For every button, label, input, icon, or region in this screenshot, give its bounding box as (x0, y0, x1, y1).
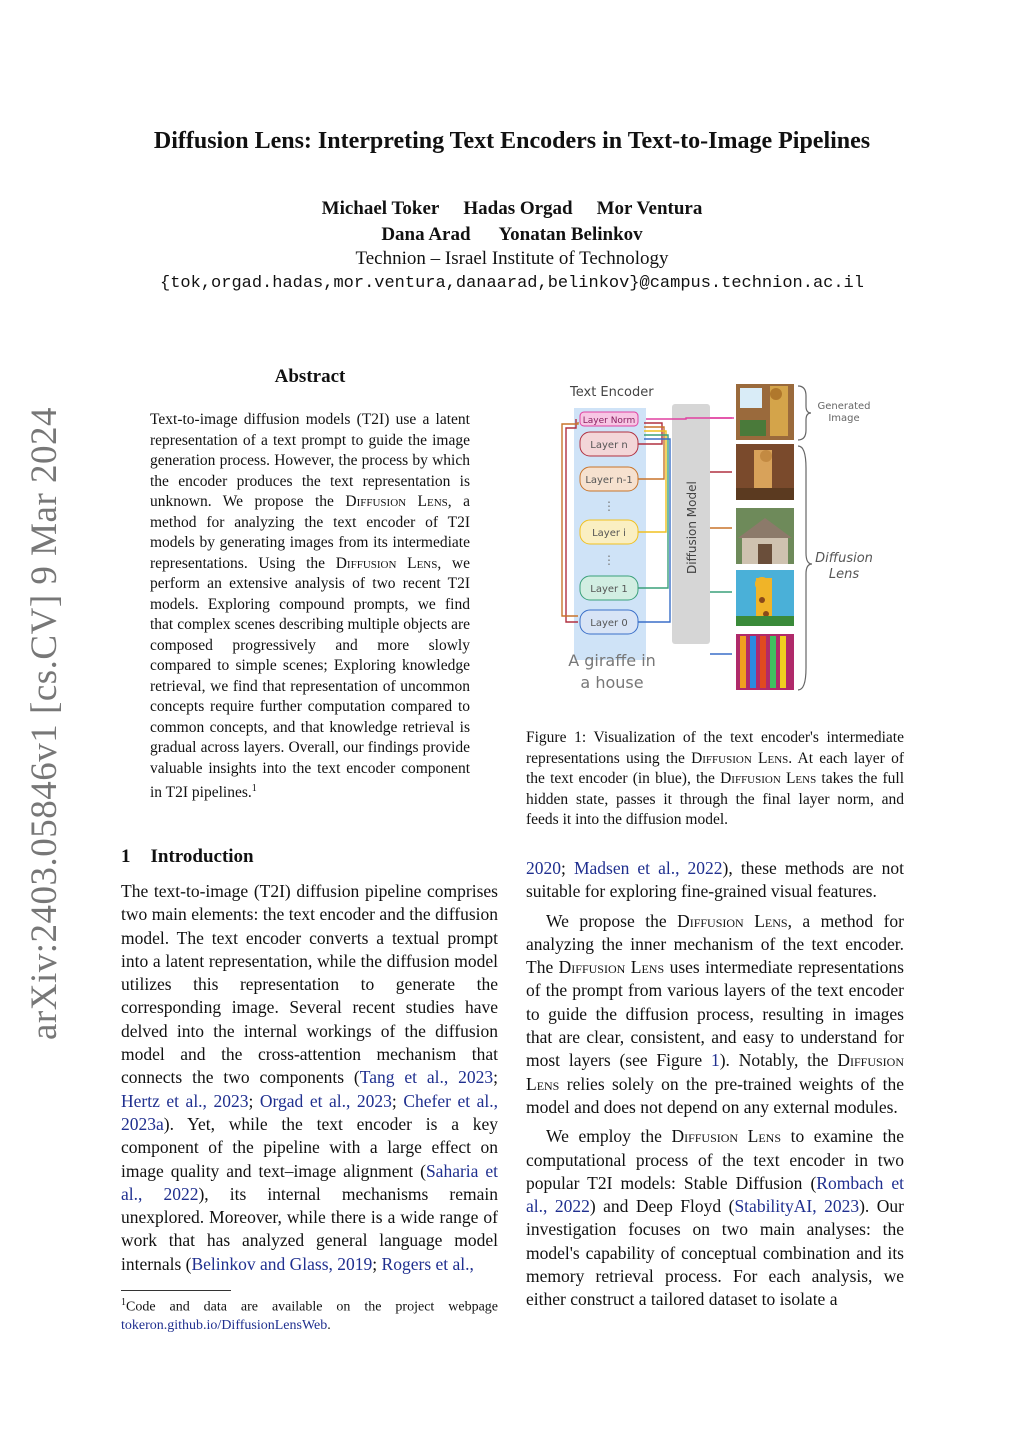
method-name: Diffusion Lens (671, 1126, 782, 1147)
method-name: Diffusion Lens (677, 910, 788, 931)
footnote-divider (121, 1290, 231, 1291)
generated-image-label-line-1: Generated (817, 401, 871, 412)
author-list-line-2 (0, 224, 1024, 246)
author-name: Yonatan Belinkov (498, 224, 643, 245)
abstract-body: Text-to-image diffusion models (T2I) use a latent representation of a text prompt to guide the image generation process. However, the process by which the encoder produces the text representation is unknown. We propose the Diffusion Lens, a method for analyzing the text encoder of T2I models by generating images from its intermediate representations. Using the Diffusion Lens, we perform an extensive analysis of two recent T2I models. Exploring compound prompts, we find that complex scenes describing multiple objects are composed progressively and more slowly compared to simple scenes; Exploring knowledge retrieval, we find that representation of uncommon concepts require further computation compared to common concepts, and that knowledge retrieval is gradual across layers. Overall, our findings provide valuable insights into the text encoder component in T2I pipelines.$^1$ (150, 411, 471, 802)
right-column-text (526, 857, 904, 1318)
author-name: Mor Ventura (596, 198, 703, 219)
text-encoder-label: Text Encoder (570, 385, 654, 400)
section-heading-introduction (121, 846, 254, 868)
citation-link[interactable]: Chefer et al., 2023a (121, 1090, 498, 1134)
layer-norm-label: Layer Norm (582, 416, 636, 426)
paper-title: Diffusion Lens: Interpreting Text Encoders in Text-to-Image Pipelines (153, 128, 871, 154)
author-name: Michael Toker (321, 198, 440, 219)
abstract-heading: Abstract (274, 366, 346, 387)
citation-link[interactable]: Orgad et al., 2023 (259, 1090, 392, 1111)
prompt-text-line-2: a house (580, 673, 644, 692)
method-name: Diffusion Lens (691, 749, 789, 767)
author-name: Dana Arad (381, 224, 471, 245)
footnote-marker[interactable]: 1 (251, 783, 257, 794)
citation-link[interactable]: Tang et al., 2023 (359, 1067, 494, 1088)
figure-1-diagram (526, 378, 904, 698)
citation-link[interactable]: Madsen et al., 2022 (573, 858, 723, 878)
citation-link[interactable]: Saharia et al., 2022 (121, 1160, 498, 1204)
author-name: Hadas Orgad (463, 198, 573, 219)
author-list-line-1 (0, 198, 1024, 220)
diffusion-lens-brace (798, 446, 812, 690)
layer-0-label: Layer 0 (590, 618, 628, 629)
method-name: Diffusion Lens (558, 957, 665, 978)
citation-link[interactable]: Rombach et al., 2022 (526, 1172, 905, 1217)
diffusion-lens-label-line-1: Diffusion (815, 551, 873, 566)
citation-link[interactable]: Belinkov and Glass, 2019 (191, 1253, 373, 1274)
paragraph: We propose the Diffusion Lens, a method for analyzing the inner mechanism of the text encoder. The Diffusion Lens uses intermediate representations of the prompt from various layers of the text encoder to guide the diffusion process, resulting in images that are clear, consistent, and easy to understand for most layers (see Figure 1). Notably, the Diffusion Lens relies solely on the pre-trained weights of the model and does not depend on any external modules. (526, 910, 905, 1117)
method-name: Diffusion Lens (526, 1050, 905, 1094)
figure-reference-link[interactable]: 1 (710, 1050, 720, 1071)
citation-link[interactable]: Rogers et al., (381, 1253, 474, 1274)
ellipsis: ⋮ (603, 553, 615, 567)
footnote-marker: 1 (121, 1297, 126, 1308)
diffusion-model-label: Diffusion Model (685, 481, 699, 574)
section-number: 1 (121, 846, 131, 867)
section-title: Introduction (150, 846, 254, 867)
lens-image-layer-n (736, 444, 794, 500)
introduction-paragraph: The text-to-image (T2I) diffusion pipeline comprises two main elements: the text encoder and the diffusion model. The text encoder converts a textual prompt into a latent representation, while the diffusion model utilizes this representation to generate the corresponding image. Several recent studies have delved into the internal workings of the diffusion model and the cross-attention mechanism that connects the two components (Tang et al., 2023; Hertz et al., 2023; Orgad et al., 2023; Chefer et al., 2023a). Yet, while the text encoder is a key component of the pipeline with a large effect on image quality and text–image alignment (Saharia et al., 2022), its internal mechanisms remain unexplored. Moreover, while there is a wide range of work that has analyzed general language model internals (Belinkov and Glass, 2019; Rogers et al., (121, 881, 498, 1274)
ellipsis: ⋮ (603, 499, 615, 513)
generated-image-label-line-2: Image (828, 413, 860, 424)
diffusion-lens-label-line-2: Lens (828, 567, 860, 582)
method-name: Diffusion Lens (720, 770, 817, 787)
project-webpage-link[interactable]: tokeron.github.io/DiffusionLensWeb (121, 1317, 328, 1333)
prompt-text-line-1: A giraffe in (568, 651, 656, 670)
author-emails: {tok,orgad.hadas,mor.ventura,danaarad,belinkov}@campus.technion.ac.il (160, 274, 864, 293)
layer-1-label: Layer 1 (590, 584, 628, 595)
affiliation: Technion – Israel Institute of Technology (355, 248, 669, 269)
lens-image-layer-1 (736, 570, 794, 626)
figure-1-caption: Figure 1: Visualization of the text encoder's intermediate representations using the Diffusion Lens. At each layer of the text encoder (in blue), the Diffusion Lens takes the full hidden state, passes it through the final layer norm, and feeds it into the diffusion model. (526, 729, 905, 828)
citation-link[interactable]: Hertz et al., 2023 (121, 1090, 249, 1111)
layer-n-label: Layer n (590, 440, 628, 451)
method-name: Diffusion Lens (335, 554, 438, 572)
lens-image-layer-0 (736, 634, 794, 690)
footnote: $^1$Code and data are available on the project webpage tokeron.github.io/DiffusionLensWeb. (121, 1297, 498, 1333)
layer-n-1-label: Layer n-1 (585, 475, 633, 486)
layer-i-label: Layer i (592, 528, 626, 539)
method-name: Diffusion Lens (345, 493, 448, 510)
paragraph: 2020; Madsen et al., 2022), these methods are not suitable for exploring fine-grained visual features. (526, 858, 904, 902)
citation-link[interactable]: StabilityAI, 2023 (734, 1196, 860, 1217)
generated-image-brace (798, 386, 811, 440)
citation-link[interactable]: 2020 (526, 858, 561, 878)
lens-image-layer-n-1 (736, 508, 794, 564)
paragraph: We employ the Diffusion Lens to examine the computational process of the text encoder in two popular T2I models: Stable Diffusion (Rombach et al., 2022) and Deep Floyd (StabilityAI, 2023). Our investigation focuses on two main analyses: the model's capability of conceptual combination and its memory retrieval process. For each analysis, we either construct a tailored dataset to isolate a (526, 1126, 905, 1310)
arxiv-identifier: arXiv:2403.05846v1 [cs.CV] 9 Mar 2024 (24, 406, 65, 1040)
generated-image-final (736, 384, 794, 440)
